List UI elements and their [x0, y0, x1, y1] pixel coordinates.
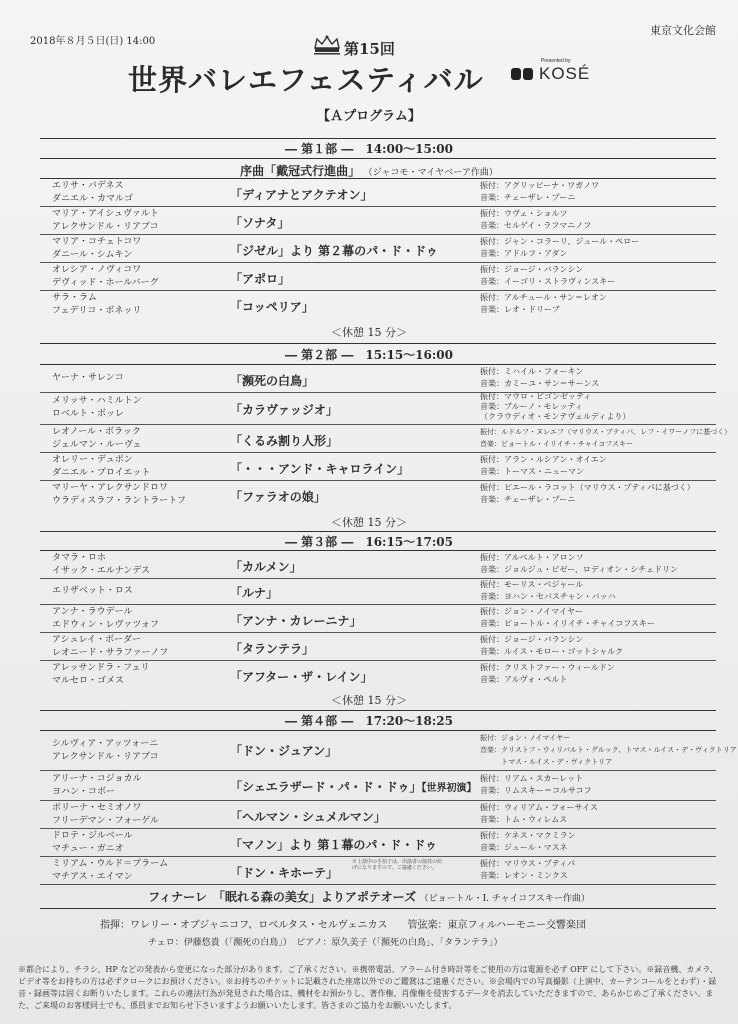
- work-title: 「アフター・ザ・レイン」: [230, 670, 373, 684]
- credits: 振付：ジョージ・バランシン 音楽：ルイス・モロー・ゴットシャルク: [480, 635, 624, 656]
- credits: 振付：マリウス・プティパ 音楽：レオン・ミンクス: [480, 859, 576, 880]
- part-2-heading: ― 第２部 ― 15:15～16:00: [284, 348, 453, 362]
- work-title: 「コッペリア」: [230, 300, 314, 314]
- program-row: [40, 364, 716, 393]
- finale-composer: （ピョートル・I. チャイコフスキー作曲）: [419, 894, 590, 904]
- sponsor-by-label: Presented by: [541, 58, 571, 64]
- dancers: メリッサ・ハミルトン ロベルト・ボッレ: [52, 396, 142, 419]
- credits: 振付：ウィリアム・フォーサイス 音楽：トム・ウィレムス: [480, 803, 598, 824]
- divider: [40, 138, 716, 139]
- program-title: 【Ａプログラム】: [317, 109, 421, 124]
- program-row: [40, 632, 716, 661]
- program-row: [40, 800, 716, 829]
- sponsor-logo: [511, 58, 591, 84]
- festival-title: 世界バレエフェスティバル: [128, 63, 484, 97]
- credits: 振付：アグリッピーナ・ワガノワ 音楽：チェーザレ・プーニ: [480, 181, 600, 202]
- work-title: 「アンナ・カレーニナ」: [230, 614, 362, 628]
- sponsor-name: KOSÉ: [539, 64, 591, 83]
- divider: [40, 710, 716, 711]
- dancers: レオノール・ボラック ジェルマン・ルーヴェ: [52, 427, 142, 450]
- dancers: オレシア・ノヴィコワ デヴィッド・ホールバーグ: [52, 265, 159, 288]
- work-title: 「ソナタ」: [230, 216, 290, 230]
- overture-title: 序曲「戴冠式行進曲」: [240, 164, 361, 178]
- work-title: 「ドン・キホーテ」: [230, 866, 339, 880]
- program-row: [40, 480, 716, 510]
- program-row: [40, 550, 716, 579]
- program-row: [40, 604, 716, 633]
- credits: 振付：アルチュール・サン＝レオン 音楽：レオ・ドリーブ: [480, 293, 607, 314]
- credits: 振付：ルドルフ・ヌレエフ（マリウス・プティパ、レフ・イワーノフに基づく） 音楽：ピョートル・イリイチ・チャイコフスキー: [480, 428, 732, 448]
- dancers: ポリーナ・セミオノワ フリーデマン・フォーゲル: [52, 803, 160, 826]
- work-title: 「マノン」より 第１幕のパ・ド・ドゥ: [230, 838, 438, 852]
- credits: 振付：リアム・スカーレット 音楽：リムスキー＝コルサコフ: [480, 774, 592, 795]
- work-title: 「アポロ」: [230, 272, 291, 286]
- work-title: 「カラヴァッジオ」: [230, 403, 338, 417]
- intermission: ＜休憩 15 分＞: [331, 694, 407, 707]
- dancers: マリーヤ・アレクサンドロワ ウラディスラフ・ラントラートフ: [52, 483, 187, 506]
- work-title: 「瀕死の白鳥」: [230, 374, 315, 388]
- program-row: [40, 206, 716, 235]
- intermission: ＜休憩 15 分＞: [331, 516, 407, 529]
- dancers: エリザベット・ロス: [52, 586, 133, 596]
- divider: [40, 343, 716, 344]
- program-row: [40, 578, 716, 605]
- venue-name: 東京文化会館: [650, 24, 716, 37]
- credits: 振付：マウロ・ビゴンゼッティ 音楽：ブルーノ・モレッティ （クラウディオ・モンテヴェルディより）: [480, 392, 631, 421]
- dancers: マリア・コチェトコワ ダニール・シムキン: [52, 237, 142, 260]
- program-row: [40, 770, 716, 801]
- world-premiere-badge: 【世界初演】: [421, 783, 477, 794]
- festival-edition: 第15回: [344, 40, 395, 58]
- program-row: [40, 290, 716, 320]
- credits: 振付：モーリス・ベジャール 音楽：ヨハン・セバスチャン・バッハ: [480, 580, 616, 601]
- program-row: [40, 730, 737, 771]
- credits: 振付：ジョン・ノイマイヤー 音楽：ピョートル・イリイチ・チャイコフスキー: [480, 607, 655, 628]
- program-row: [40, 392, 716, 425]
- credits: 振付：ジョン・ノイマイヤー 音楽：クリストフ・ウィリバルト・グルック、トマス・ルイス・デ・ヴィクトリア トマス・ルイス・デ・ヴィクトリア: [480, 734, 737, 766]
- credits: 振付：ケネス・マクミラン 音楽：ジュール・マスネ: [480, 831, 576, 852]
- divider: [40, 158, 716, 159]
- work-title: 「・・・アンド・キャロライン」: [230, 462, 410, 476]
- work-title: 「タランテラ」: [230, 642, 315, 656]
- program-row: [40, 424, 732, 453]
- finale: [0, 888, 738, 905]
- dancers: シルヴィア・アッツォーニ アレクサンドル・リアブコ: [52, 739, 159, 762]
- program-row: [40, 452, 716, 481]
- kose-mark-icon: [511, 68, 533, 80]
- work-title: 「カルメン」: [230, 560, 302, 574]
- program-row: [40, 178, 716, 207]
- crown-logo-icon: [312, 34, 342, 56]
- work-title: 「ルナ」: [230, 586, 279, 600]
- credits: 振付：ピエール・ラコット（マリウス・プティパに基づく） 音楽：チェーザレ・プーニ: [480, 483, 695, 504]
- dancers: ヤーナ・サレンコ: [52, 373, 124, 383]
- program-row: [40, 234, 716, 263]
- credits: 振付：ジョージ・バランシン 音楽：イーゴリ・ストラヴィンスキー: [480, 265, 616, 286]
- program-row: [40, 828, 716, 857]
- footer-notes: ※都合により、チラシ、HP などの発表から変更になった部分があります。ご了承ください。※携帯電話、アラーム付き時計等をご使用の方は電源を必ず OFF にして下さい。※録音機、カメラ、ビデオ等をお持ちの方は必ずクロークにお預けください。※お持ちのチケットに記載された座席以外でのご鑑賞はご遠慮ください。※会場内での写真撮影（上演中、カーテンコールをとわず）・録音・録画等は固くお断りいたします。これらの違法行為が発見された場合は、機材をお預かりし、著作権、肖像権を侵害するデータを消去していただきますので、あらかじめご了承ください。また、ご来場のお客様同士でも、係員までお知らせ下さいますようお願いいたします。皆さまのご協力をお願いいたします。: [18, 965, 718, 1010]
- work-title: 「ドン・ジュアン」: [230, 744, 338, 758]
- divider: [40, 531, 716, 532]
- applause-note: ※上演中の手拍子は、出演者の演技の妨げになりますので、ご遠慮ください。: [352, 859, 443, 871]
- intermission: ＜休憩 15 分＞: [331, 326, 407, 339]
- credits: 振付：クリストファー・ウィールドン 音楽：アルヴォ・ペルト: [480, 663, 615, 684]
- dancers: アンナ・ラウデール エドウィン・レヴァツォフ: [52, 607, 160, 630]
- overture: [0, 162, 738, 179]
- work-title: 「シェエラザード・パ・ド・ドゥ」【世界初演】: [230, 780, 477, 794]
- credits: 振付：ジャン・コラーリ、ジュール・ペロー 音楽：アドルフ・アダン: [480, 237, 640, 258]
- divider: [40, 908, 716, 909]
- dancers: サラ・ラム フェデリコ・ボネッリ: [52, 293, 142, 316]
- finale-title: フィナーレ 「眠れる森の美女」よりアポテオーズ: [148, 890, 417, 904]
- conductor-orchestra: 指揮：ワレリー・オブジャニコフ、ロベルタス・セルヴェニカス 管弦楽：東京フィルハーモニー交響楽団: [100, 920, 586, 931]
- dancers: タマラ・ロホ イサック・エルナンデス: [52, 553, 151, 576]
- dancers: ドロテ・ジルベール マチュー・ガニオ: [52, 831, 133, 854]
- dancers: アレッサンドラ・フェリ マルセロ・ゴメス: [52, 663, 150, 686]
- part-1-heading: ― 第１部 ― 14:00～15:00: [284, 142, 453, 156]
- program-row: [40, 262, 716, 291]
- dancers: エリサ・バデネス ダニエル・カマルゴ: [52, 181, 134, 204]
- work-title: 「ディアナとアクテオン」: [230, 188, 373, 202]
- work-title: 「ジゼル」より 第２幕のパ・ド・ドゥ: [230, 244, 438, 258]
- dancers: アシュレイ・ボーダー レオニード・サラファーノフ: [52, 635, 169, 658]
- soloists: チェロ：伊藤悠貴（「瀕死の白鳥」） ピアノ：原久美子（「瀕死の白鳥」、「タランテラ」）: [148, 938, 503, 948]
- performance-date: 2018年８月５日(日) 14:00: [30, 36, 156, 47]
- dancers: アリーナ・コジョカル ヨハン・コボー: [52, 774, 142, 797]
- program-row: [40, 660, 716, 690]
- credits: 振付：アルベルト・アロンソ 音楽：ジョルジュ・ビゼー、ロディオン・シチェドリン: [480, 553, 678, 574]
- work-title: 「くるみ割り人形」: [230, 434, 339, 448]
- part-4-heading: ― 第４部 ― 17:20～18:25: [284, 714, 453, 728]
- credits: 振付：ミハイル・フォーキン 音楽：カミーユ・サン＝サーンス: [480, 367, 600, 388]
- part-3-heading: ― 第３部 ― 16:15～17:05: [284, 535, 453, 549]
- credits: 振付：ウヴェ・ショルツ 音楽：セルゲイ・ラフマニノフ: [480, 209, 592, 230]
- dancers: ミリアム・ウルド＝ブラーム マチアス・エイマン: [52, 859, 169, 882]
- overture-composer: （ジャコモ・マイヤベーア作曲）: [363, 168, 498, 178]
- work-title: 「ヘルマン・シュメルマン」: [230, 810, 386, 824]
- dancers: オレリー・デュポン ダニエル・プロイエット: [52, 455, 151, 478]
- dancers: マリア・アイシュヴァルト アレクサンドル・リアブコ: [52, 209, 159, 232]
- work-title: 「ファラオの娘」: [230, 490, 326, 504]
- credits: 振付：アラン・ルシアン・オイエン 音楽：トーマス・ニューマン: [480, 455, 607, 476]
